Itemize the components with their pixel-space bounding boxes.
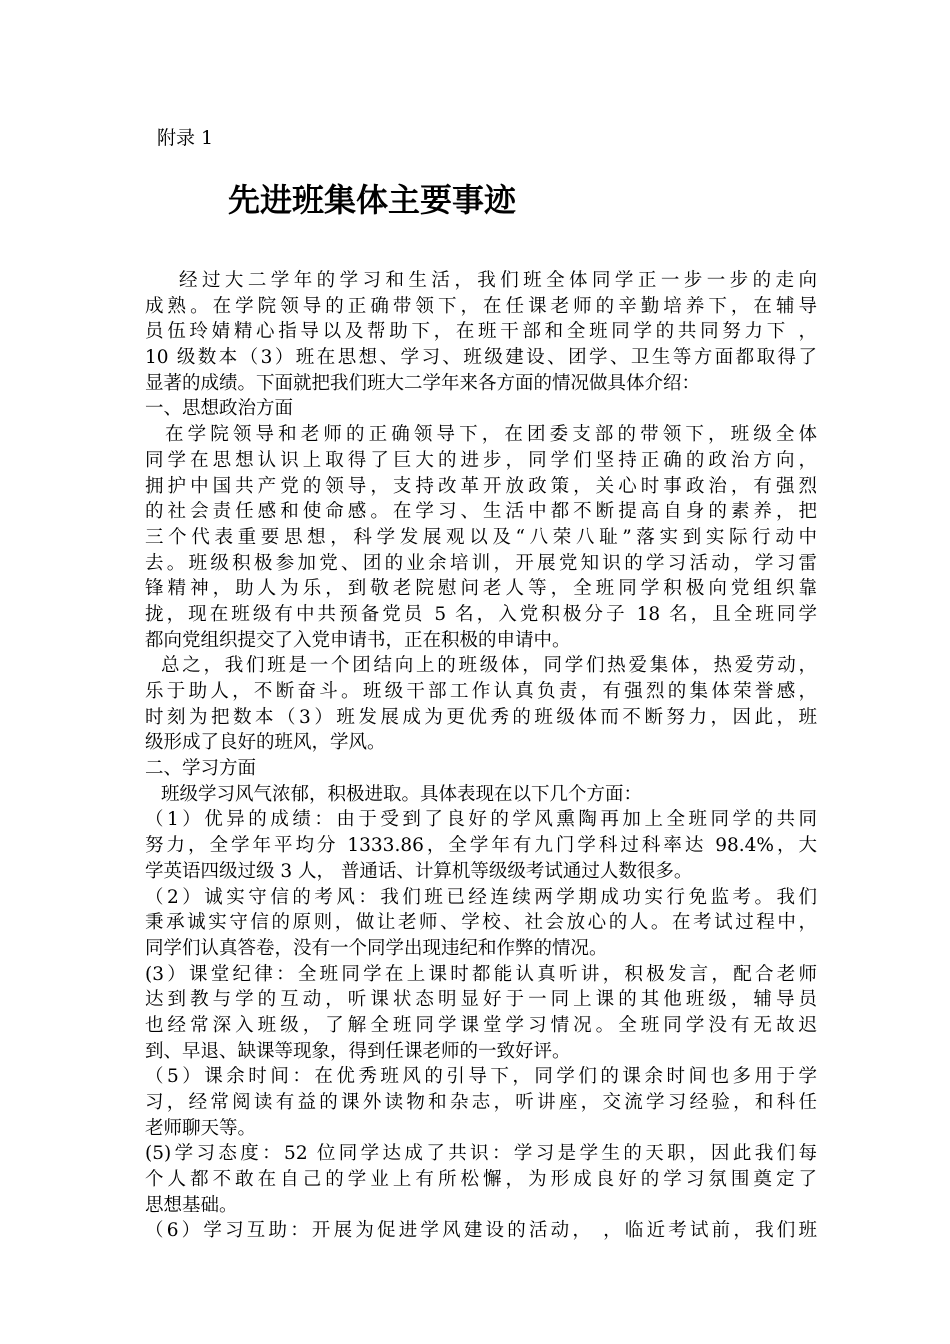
body-text-line: 拢，现在班级有中共预备党员 5 名，入党积极分子 18 名，且全班同学 [145,603,817,625]
body-text-line: 秉承诚实守信的原则，做让老师、学校、社会放心的人。在考试过程中， [145,912,817,934]
body-text-line: 努力，全学年平均分 1333.86，全学年有九门学科过科率达 98.4%，大 [145,835,817,857]
body-text-line: 习，经常阅读有益的课外读物和杂志，听讲座，交流学习经验，和科任 [145,1092,817,1113]
body-text-line: 成熟。在学院领导的正确带领下，在任课老师的辛勤培养下，在辅导 [145,295,817,317]
body-text-line: 乐于助人，不断奋斗。班级干部工作认真负责，有强烈的集体荣誉感， [145,681,817,702]
document-title: 先进班集体主要事迹 [228,181,517,219]
body-text-line: 员伍玲婧精心指导以及帮助下，在班干部和全班同学的共同努力下 ， [145,321,817,343]
body-text-line: 二、学习方面 [145,758,257,780]
body-text-line: 达到教与学的互动，听课状态明显好于一同上课的其他班级，辅导员 [145,989,817,1011]
body-text-line: 同学们认真答卷，没有一个同学出现违纪和作弊的情况。 [145,937,608,959]
body-text-line: 到、早退、缺课等现象，得到任课老师的一致好评。 [145,1040,571,1062]
body-text-line: （5）课余时间：在优秀班风的引导下，同学们的课余时间也多用于学 [145,1066,817,1088]
body-text-line: 一、思想政治方面 [145,398,294,420]
body-text-line: 同学在思想认识上取得了巨大的进步，同学们坚持正确的政治方向， [145,449,817,471]
body-text-line: 拥护中国共产党的领导，支持改革开放政策，关心时事政治，有强烈 [145,475,817,497]
body-text-line: （2）诚实守信的考风：我们班已经连续两学期成功实行免监考。我们 [145,886,817,908]
body-text-line: 班级学习风气浓郁，积极进取。具体表现在以下几个方面： [161,783,643,805]
body-text-line: 显著的成绩。下面就把我们班大二学年来各方面的情况做具体介绍： [145,372,701,394]
body-text-line: 10 级数本（3）班在思想、学习、班级建设、团学、卫生等方面都取得了 [145,347,817,369]
body-text-line: 去。班级积极参加党、团的业余培训，开展党知识的学习活动，学习雷 [145,552,817,574]
body-text-line: 时刻为把数本（3）班发展成为更优秀的班级体而不断努力，因此，班 [145,706,817,728]
body-text-line: 经过大二学年的学习和生活，我们班全体同学正一步一步的走向 [179,270,817,291]
body-text-line: 学英语四级过级 3 人， 普通话、计算机等级级考试通过人数很多。 [145,860,693,882]
document-body [145,268,817,1244]
body-text-line: 的社会责任感和使命感。在学习、生活中都不断提高自身的素养，把 [145,501,817,523]
appendix-label: 附录 1 [157,127,214,149]
body-text-line: （1）优异的成绩：由于受到了良好的学风熏陶再加上全班同学的共同 [145,809,817,831]
body-text-line: 个人都不敢在自己的学业上有所松懈，为形成良好的学习氛围奠定了 [145,1169,817,1191]
body-text-line: 三个代表重要思想，科学发展观以及“八荣八耻”落实到实际行动中 [145,526,817,548]
body-text-line: （6）学习互助：开展为促进学风建设的活动， ，临近考试前，我们班 [145,1220,817,1242]
body-text-line: 老师聊天等。 [145,1117,257,1139]
body-text-line: 思想基础。 [145,1194,238,1216]
body-text-line: 级形成了良好的班风，学风。 [145,732,386,754]
body-text-line: 总之，我们班是一个团结向上的班级体，同学们热爱集体，热爱劳动， [161,655,817,677]
body-text-line: (3）课堂纪律：全班同学在上课时都能认真听讲，积极发言，配合老师 [145,963,817,985]
body-text-line: (5)学习态度：52 位同学达成了共识：学习是学生的天职，因此我们每 [145,1143,817,1165]
body-text-line: 在学院领导和老师的正确领导下，在团委支部的带领下，班级全体 [165,424,817,446]
body-text-line: 都向党组织提交了入党申请书，正在积极的申请中。 [145,629,571,651]
body-text-line: 也经常深入班级，了解全班同学课堂学习情况。全班同学没有无故迟 [145,1014,817,1036]
body-text-line: 锋精神，助人为乐，到敬老院慰问老人等，全班同学积极向党组织靠 [145,578,817,600]
